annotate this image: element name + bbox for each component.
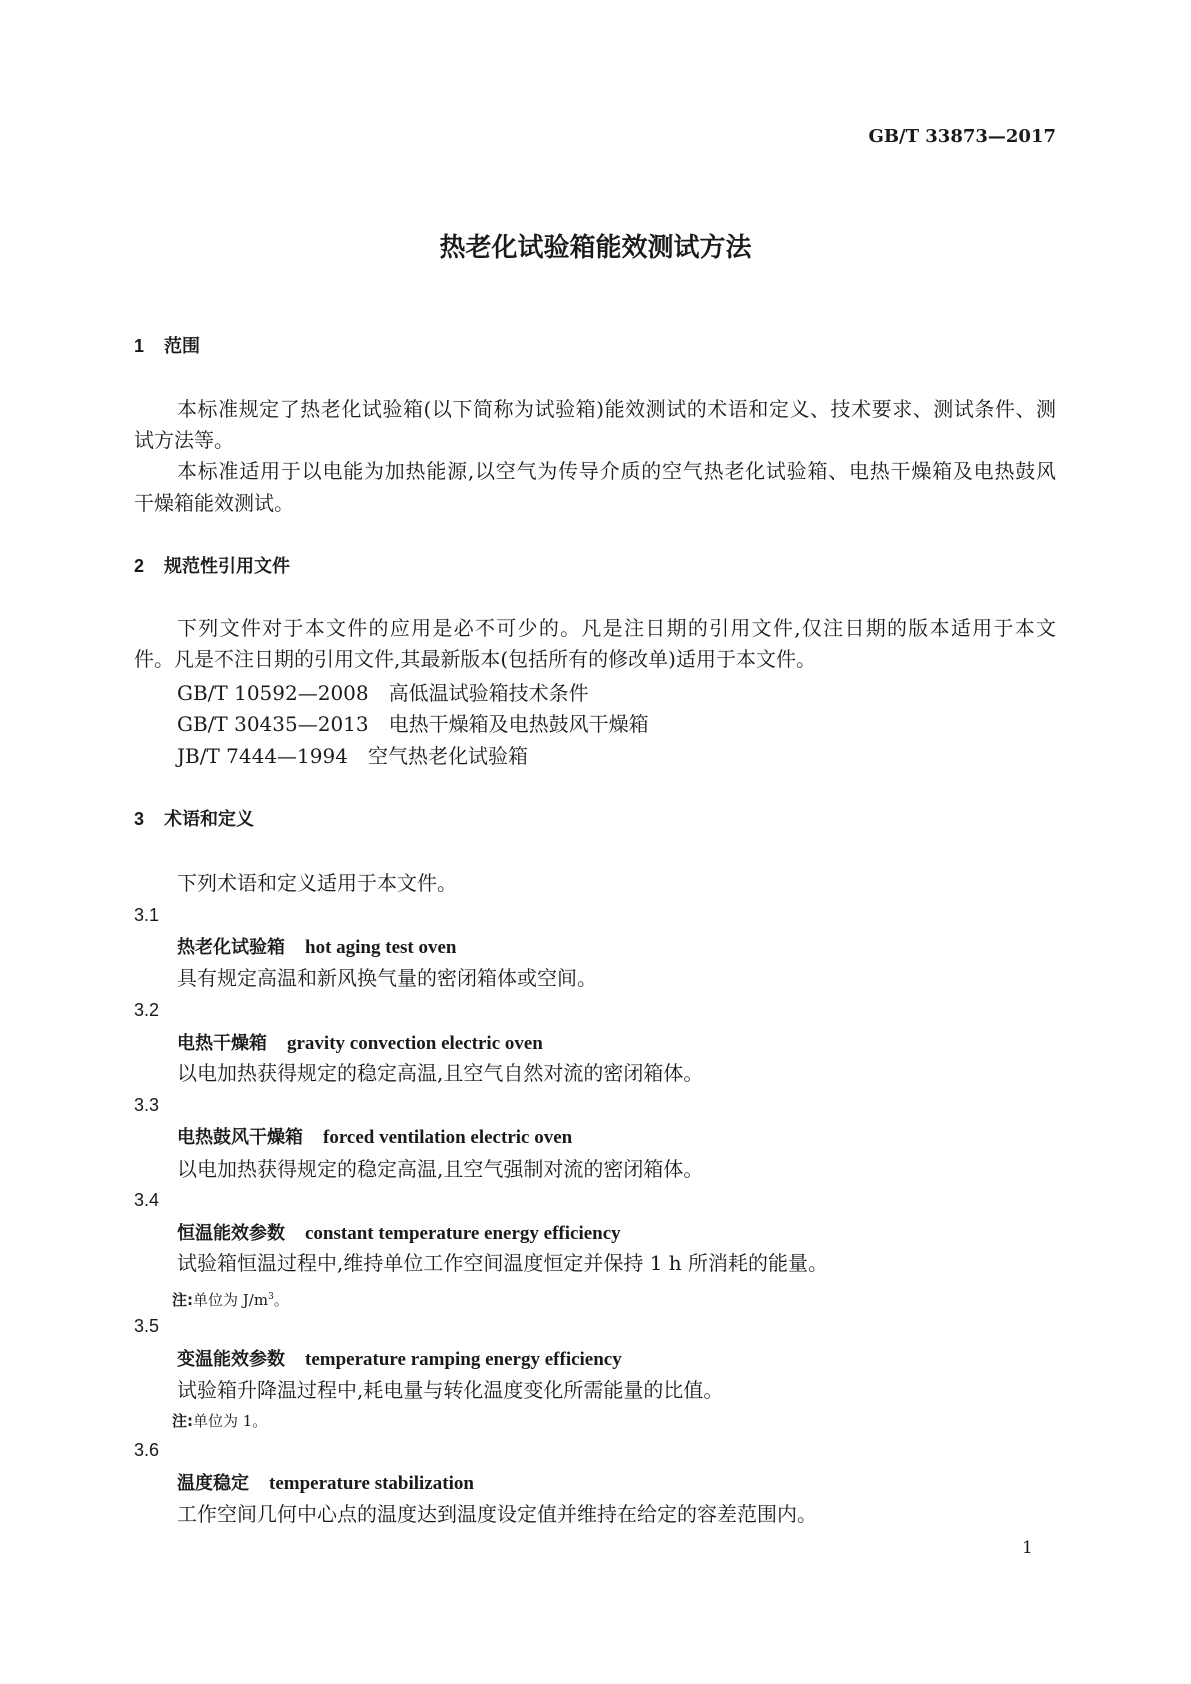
section-number: 1 xyxy=(134,336,145,356)
term-title: 电热鼓风干燥箱 forced ventilation electric oven xyxy=(177,1127,573,1148)
paragraph-line: 本标准适用于以电能为加热能源,以空气为传导介质的空气热老化试验箱、电热干燥箱及电热鼓风 xyxy=(177,459,1056,483)
reference-item: JB/T 7444—1994 空气热老化试验箱 xyxy=(177,744,528,768)
paragraph-line: 试方法等。 xyxy=(134,428,234,452)
term-definition: 工作空间几何中心点的温度达到温度设定值并维持在给定的容差范围内。 xyxy=(177,1502,817,1526)
term-number: 3.6 xyxy=(134,1440,160,1460)
term-title: 变温能效参数 temperature ramping energy efficiency xyxy=(177,1349,622,1370)
term-title: 电热干燥箱 gravity convection electric oven xyxy=(177,1033,543,1054)
page-title: 热老化试验箱能效测试方法 xyxy=(439,233,752,263)
section-title: 范围 xyxy=(164,336,201,357)
paragraph-line: 干燥箱能效测试。 xyxy=(134,491,294,515)
term-note: 注:单位为 $J/m^3$。 xyxy=(172,1291,289,1309)
standard-code: GB/T 33873—2017 xyxy=(868,126,1056,147)
term-title: 温度稳定 temperature stabilization xyxy=(177,1473,474,1494)
term-definition: 试验箱升降温过程中,耗电量与转化温度变化所需能量的比值。 xyxy=(177,1378,724,1402)
section-3-heading xyxy=(134,807,254,832)
paragraph-line: 下列文件对于本文件的应用是必不可少的。凡是注日期的引用文件,仅注日期的版本适用于本文 xyxy=(177,616,1056,640)
section-number: 3 xyxy=(134,809,145,829)
page-number: 1 xyxy=(1022,1538,1033,1558)
term-definition: 以电加热获得规定的稳定高温,且空气强制对流的密闭箱体。 xyxy=(177,1157,704,1181)
term-definition: 试验箱恒温过程中,维持单位工作空间温度恒定并保持 1 h 所消耗的能量。 xyxy=(177,1251,829,1275)
section-1-heading xyxy=(134,334,200,359)
term-title: 热老化试验箱 hot aging test oven xyxy=(177,937,457,958)
paragraph-line: 本标准规定了热老化试验箱(以下简称为试验箱)能效测试的术语和定义、技术要求、测试条件、测 xyxy=(177,397,1056,421)
term-number: 3.2 xyxy=(134,1000,160,1020)
term-definition: 以电加热获得规定的稳定高温,且空气自然对流的密闭箱体。 xyxy=(177,1061,704,1085)
term-note: 注:单位为 1。 xyxy=(172,1412,268,1430)
term-number: 3.5 xyxy=(134,1316,160,1336)
term-number: 3.1 xyxy=(134,905,160,925)
section-2-heading xyxy=(134,554,290,579)
term-definition: 具有规定高温和新风换气量的密闭箱体或空间。 xyxy=(177,966,597,990)
term-number: 3.3 xyxy=(134,1095,160,1115)
section-title: 规范性引用文件 xyxy=(164,556,291,577)
section-number: 2 xyxy=(134,556,145,576)
reference-item: GB/T 10592—2008 高低温试验箱技术条件 xyxy=(177,681,589,705)
section-title: 术语和定义 xyxy=(164,809,255,830)
paragraph-line: 下列术语和定义适用于本文件。 xyxy=(177,871,457,895)
paragraph-line: 件。凡是不注日期的引用文件,其最新版本(包括所有的修改单)适用于本文件。 xyxy=(134,647,816,671)
term-title: 恒温能效参数 constant temperature energy efficiency xyxy=(177,1223,621,1244)
reference-item: GB/T 30435—2013 电热干燥箱及电热鼓风干燥箱 xyxy=(177,712,649,736)
term-number: 3.4 xyxy=(134,1190,160,1210)
